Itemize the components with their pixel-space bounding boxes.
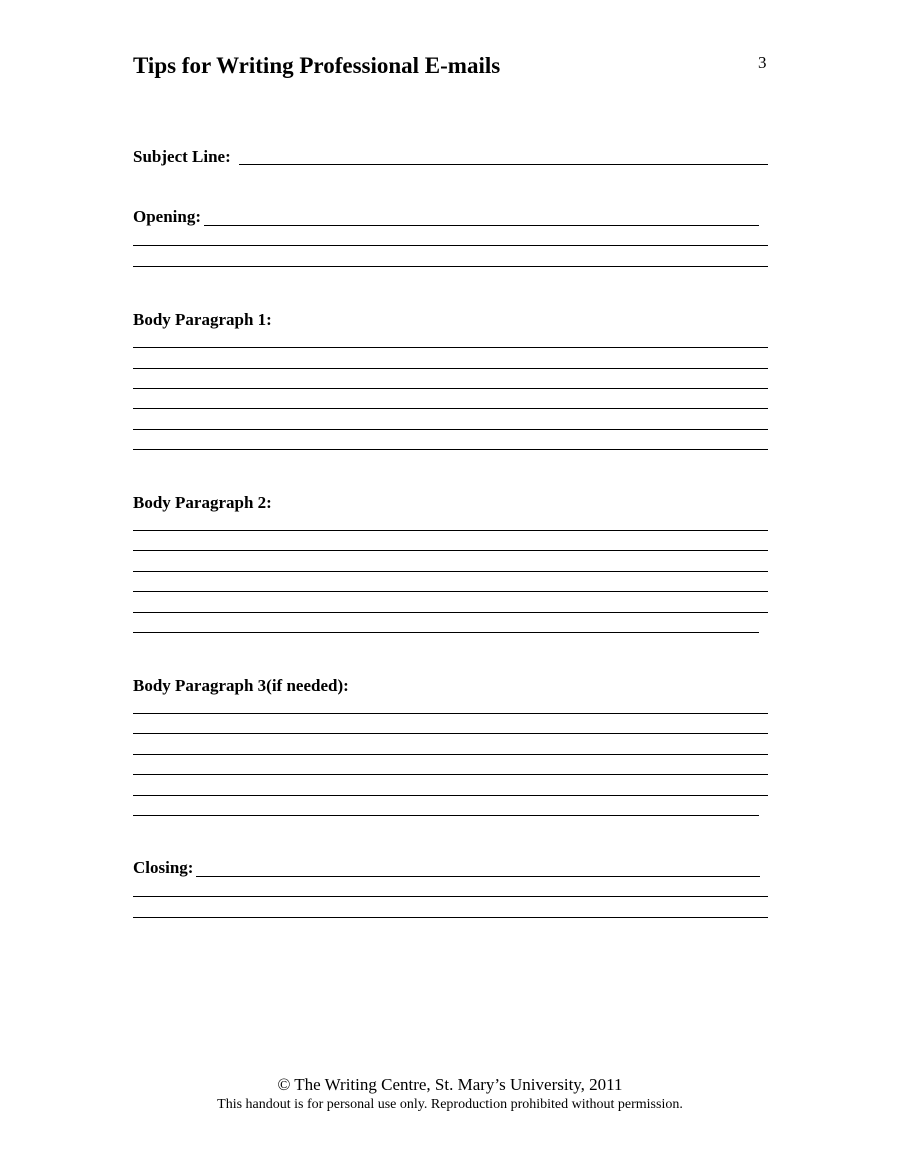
footer-copyright: © The Writing Centre, St. Mary’s University, 2011 — [277, 1075, 623, 1094]
body-paragraph-3-line[interactable] — [133, 733, 768, 734]
body-paragraph-2-label: Body Paragraph 2: — [133, 493, 272, 512]
body-paragraph-1-line[interactable] — [133, 347, 768, 348]
body-paragraph-3-line[interactable] — [133, 754, 768, 755]
body-paragraph-1-line[interactable] — [133, 408, 768, 409]
body-paragraph-3-line[interactable] — [133, 815, 759, 816]
page-number: 3 — [758, 53, 767, 72]
body-paragraph-2-line[interactable] — [133, 550, 768, 551]
opening-line[interactable] — [133, 266, 768, 267]
body-paragraph-2-line[interactable] — [133, 591, 768, 592]
body-paragraph-2-line[interactable] — [133, 632, 759, 633]
opening-line[interactable] — [133, 245, 768, 246]
opening-label: Opening: — [133, 207, 202, 226]
body-paragraph-1-line[interactable] — [133, 429, 768, 430]
body-paragraph-1-line[interactable] — [133, 388, 768, 389]
body-paragraph-2-line[interactable] — [133, 530, 768, 531]
body-paragraph-1-label: Body Paragraph 1: — [133, 310, 272, 329]
closing-blank[interactable] — [196, 876, 760, 877]
subject-line-label: Subject Line: — [133, 147, 231, 166]
closing-line[interactable] — [133, 917, 768, 918]
body-paragraph-2-line[interactable] — [133, 571, 768, 572]
body-paragraph-2-line[interactable] — [133, 612, 768, 613]
body-paragraph-3-line[interactable] — [133, 795, 768, 796]
body-paragraph-1-line[interactable] — [133, 449, 768, 450]
body-paragraph-3-line[interactable] — [133, 774, 768, 775]
closing-label: Closing: — [133, 858, 194, 877]
body-paragraph-3-line[interactable] — [133, 713, 768, 714]
closing-line[interactable] — [133, 896, 768, 897]
footer-notice: This handout is for personal use only. Reproduction prohibited without permission. — [217, 1097, 683, 1112]
body-paragraph-3-label: Body Paragraph 3(if needed): — [133, 676, 349, 695]
document-title: Tips for Writing Professional E-mails — [133, 53, 501, 78]
subject-line-blank[interactable] — [239, 164, 768, 165]
body-paragraph-1-line[interactable] — [133, 368, 768, 369]
opening-blank[interactable] — [204, 225, 759, 226]
